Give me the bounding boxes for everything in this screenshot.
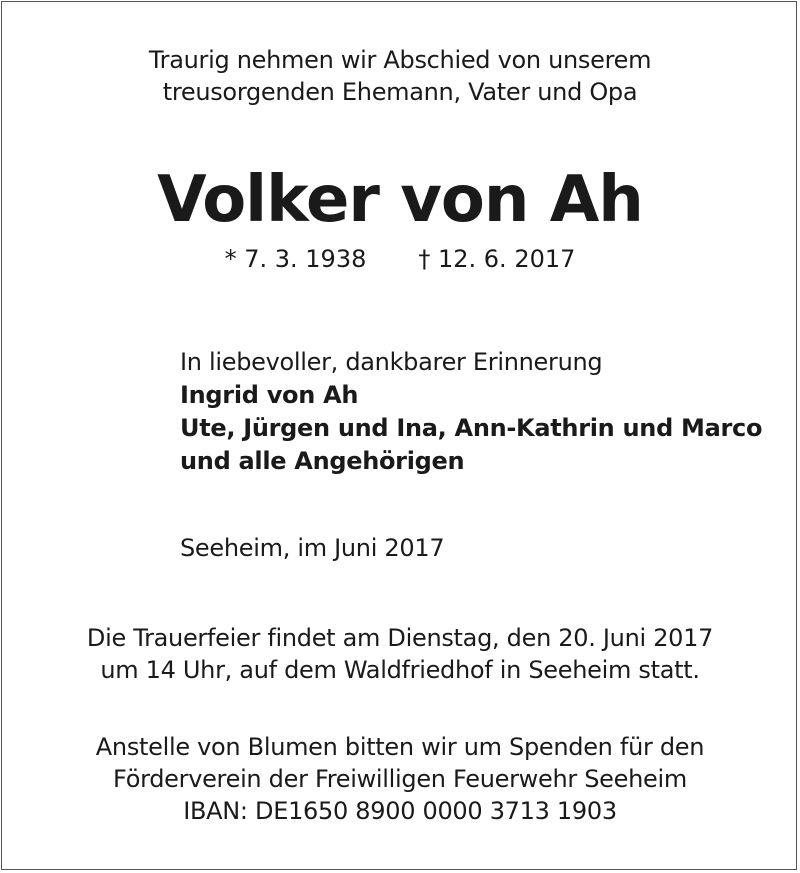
- mourners-block: [180, 346, 762, 478]
- iban-line: IBAN: DE1650 8900 0000 3713 1903: [183, 797, 617, 825]
- intro-text: [0, 44, 800, 108]
- life-dates: [0, 243, 800, 275]
- mourner-name: und alle Angehörigen: [180, 447, 465, 475]
- donation-line: Anstelle von Blumen bitten wir um Spenden für den: [95, 733, 705, 761]
- mourner-name: Ingrid von Ah: [180, 381, 359, 409]
- intro-line: Traurig nehmen wir Abschied von unserem: [148, 46, 652, 74]
- funeral-line: um 14 Uhr, auf dem Waldfriedhof in Seeheim statt.: [100, 656, 700, 684]
- place-date: Seeheim, im Juni 2017: [180, 534, 445, 562]
- death-date: † 12. 6. 2017: [418, 245, 576, 273]
- deceased-name: Volker von Ah: [157, 163, 643, 237]
- donation-line: Förderverein der Freiwilligen Feuerwehr Seeheim: [113, 765, 687, 793]
- intro-line: treusorgenden Ehemann, Vater und Opa: [162, 78, 638, 106]
- mourner-name: Ute, Jürgen und Ina, Ann-Kathrin und Marco: [180, 414, 763, 442]
- remembrance-line: In liebevoller, dankbarer Erinnerung: [180, 348, 603, 376]
- funeral-line: Die Trauerfeier findet am Dienstag, den 20. Juni 2017: [86, 624, 714, 652]
- birth-date: * 7. 3. 1938: [224, 245, 367, 273]
- funeral-info: [0, 622, 800, 686]
- donation-info: [0, 731, 800, 827]
